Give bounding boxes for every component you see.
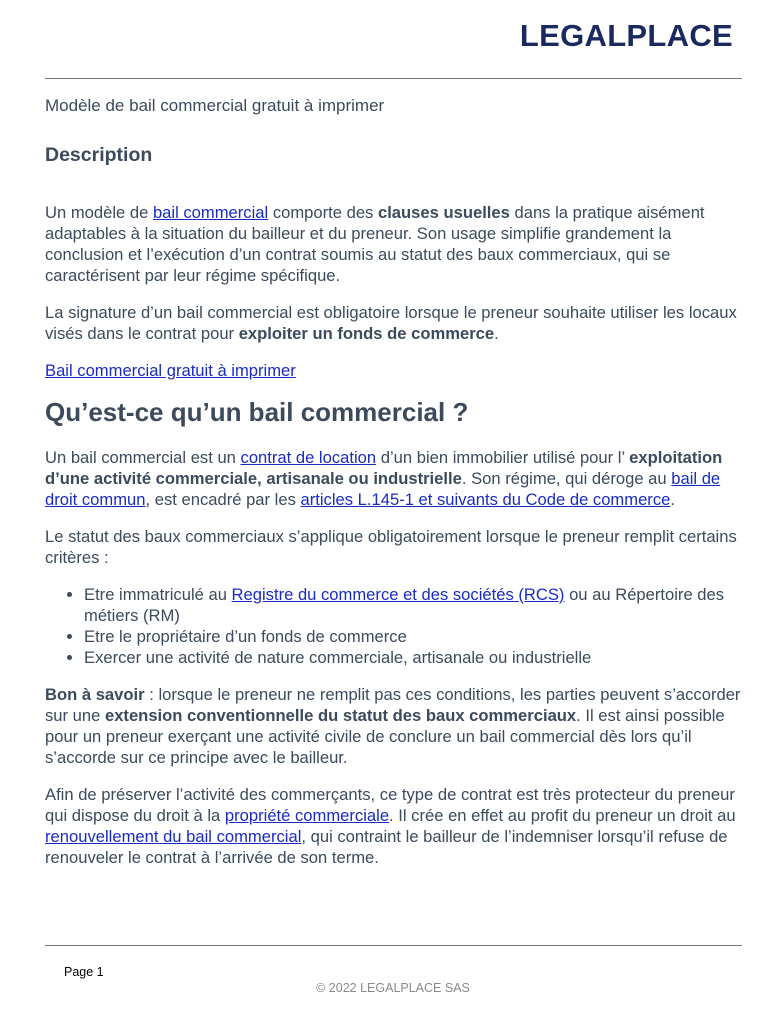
- copyright-notice: © 2022 LEGALPLACE SAS: [316, 981, 470, 995]
- paragraph-criteria: Le statut des baux commerciaux s’applique obligatoirement lorsque le preneur remplit certains critères :: [45, 527, 737, 567]
- text-run: ou au Répertoire des métiers (RM): [84, 585, 725, 625]
- download-template-link[interactable]: Bail commercial gratuit à imprimer: [45, 361, 296, 380]
- list-item: [84, 584, 745, 626]
- footer-divider: [45, 945, 742, 946]
- text-run: . Il est ainsi possible pour un preneur exerçant une activité civile de conclure un bail commercial dès lors qu’il s’accorde sur ce principe avec le bailleur.: [45, 706, 725, 767]
- paragraph-protection: [45, 784, 745, 868]
- bold-text: Bon à savoir: [45, 685, 145, 704]
- text-run: Un bail commercial est un: [45, 448, 241, 467]
- text-run: : lorsque le preneur ne remplit pas ces conditions, les parties peuvent s’accorder sur une: [45, 685, 741, 725]
- link-bail-commercial[interactable]: bail commercial: [152, 203, 269, 222]
- text-run: La signature d’un bail commercial est obligatoire lorsque le preneur souhaite utiliser les locaux visés dans le contrat pour: [45, 303, 737, 343]
- list-item: • Etre le propriétaire d’un fonds de commerce: [84, 626, 745, 647]
- link-contrat-location[interactable]: contrat de location: [240, 448, 377, 467]
- text-run: comporte des: [268, 203, 378, 222]
- link-registre-commerce[interactable]: Registre du commerce et des sociétés (RCS): [231, 585, 565, 604]
- text-run: .: [494, 324, 499, 343]
- text-run: , est encadré par les: [145, 490, 301, 509]
- link-articles-code-commerce[interactable]: articles L.145-1 et suivants du Code de commerce: [300, 490, 671, 509]
- text-run: Etre immatriculé au: [84, 585, 232, 604]
- bold-text: extension conventionnelle du statut des baux commerciaux: [104, 706, 577, 725]
- text-run: Afin de préserver l’activité des commerçants, ce type de contrat est très protecteur du preneur qui dispose du droit à la: [45, 785, 735, 825]
- download-link-line: [45, 360, 745, 381]
- text-run: . Son régime, qui déroge au: [461, 469, 672, 488]
- description-heading: Description: [45, 144, 153, 166]
- text-run: dans la pratique aisément adaptables à la situation du bailleur et du preneur. Son usage simplifie grandement la conclusion et l’exécution d’un contrat soumis au statut des baux commerciaux, qui se caractérisent par leur régime spécifique.: [45, 203, 705, 285]
- text-run: Un modèle de: [45, 203, 153, 222]
- link-renouvellement-bail[interactable]: renouvellement du bail commercial: [45, 827, 302, 846]
- link-propriete-commerciale[interactable]: propriété commerciale: [224, 806, 390, 825]
- text-run: .: [670, 490, 675, 509]
- text-run: d’un bien immobilier utilisé pour l’: [376, 448, 630, 467]
- list-item: • Exercer une activité de nature commerciale, artisanale ou industrielle: [84, 647, 745, 668]
- criteria-list: [45, 584, 745, 668]
- section-heading: Qu’est-ce qu’un bail commercial ?: [45, 397, 469, 427]
- legalplace-logo: LEGALPLACE: [519, 18, 733, 53]
- paragraph-signature: [45, 302, 745, 344]
- bold-text: exploiter un fonds de commerce: [238, 324, 495, 343]
- paragraph-bon-a-savoir: [45, 684, 745, 768]
- paragraph-intro: [45, 202, 745, 286]
- link-bail-droit-commun[interactable]: bail de droit commun: [45, 469, 721, 509]
- document-title: Modèle de bail commercial gratuit à imprimer: [45, 96, 385, 115]
- header-divider: [45, 78, 742, 79]
- text-run: , qui contraint le bailleur de l’indemniser lorsqu’il refuse de renouveler le contrat à l’arrivée de son terme.: [45, 827, 728, 867]
- text-run: . Il crée en effet au profit du preneur un droit au: [389, 806, 736, 825]
- page-number: Page 1: [64, 965, 104, 979]
- paragraph-definition: [45, 447, 745, 510]
- bold-text: clauses usuelles: [377, 203, 510, 222]
- bold-text: exploitation d’une activité commerciale, artisanale ou industrielle: [45, 448, 723, 488]
- document-body: [45, 95, 745, 884]
